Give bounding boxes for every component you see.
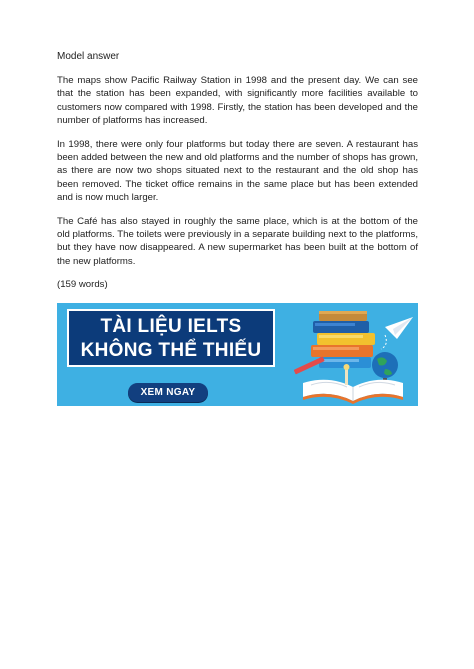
paragraph-2: In 1998, there were only four platforms but today there are seven. A restaurant has been added between the new and old platforms and the number of shops has grown, as there are now two shops situated next to the restaurant and the old shop has been removed. The ticket office remains in the same place but has been extended and is now much larger.: [57, 138, 418, 204]
ielts-banner[interactable]: [57, 303, 418, 406]
xem-ngay-button[interactable]: XEM NGAY: [128, 383, 208, 402]
banner-title-line-2: KHÔNG THỂ THIẾU: [80, 340, 262, 362]
word-count: (159 words): [57, 279, 108, 291]
document-heading: Model answer: [57, 51, 120, 62]
banner-title: [67, 309, 275, 367]
paper-plane-icon: [381, 317, 413, 349]
paragraph-1: The maps show Pacific Railway Station in 1998 and the present day. We can see that the station has been expanded, with significantly more facilities available to customers now compared with 1998. Firstly, the station has been developed and the number of platforms has increased.: [57, 75, 418, 127]
document-page: [57, 50, 418, 406]
book-stack-illustration: [289, 305, 417, 405]
open-book-icon: [303, 380, 403, 404]
banner-title-line-1: TÀI LIỆU IELTS: [100, 316, 242, 338]
paragraph-3: The Café has also stayed in roughly the same place, which is at the bottom of the old platforms. The toilets were previously in a separate building next to the platforms, but they have now disappeared. A new supermarket has been built at the bottom of the new platforms.: [57, 215, 418, 267]
